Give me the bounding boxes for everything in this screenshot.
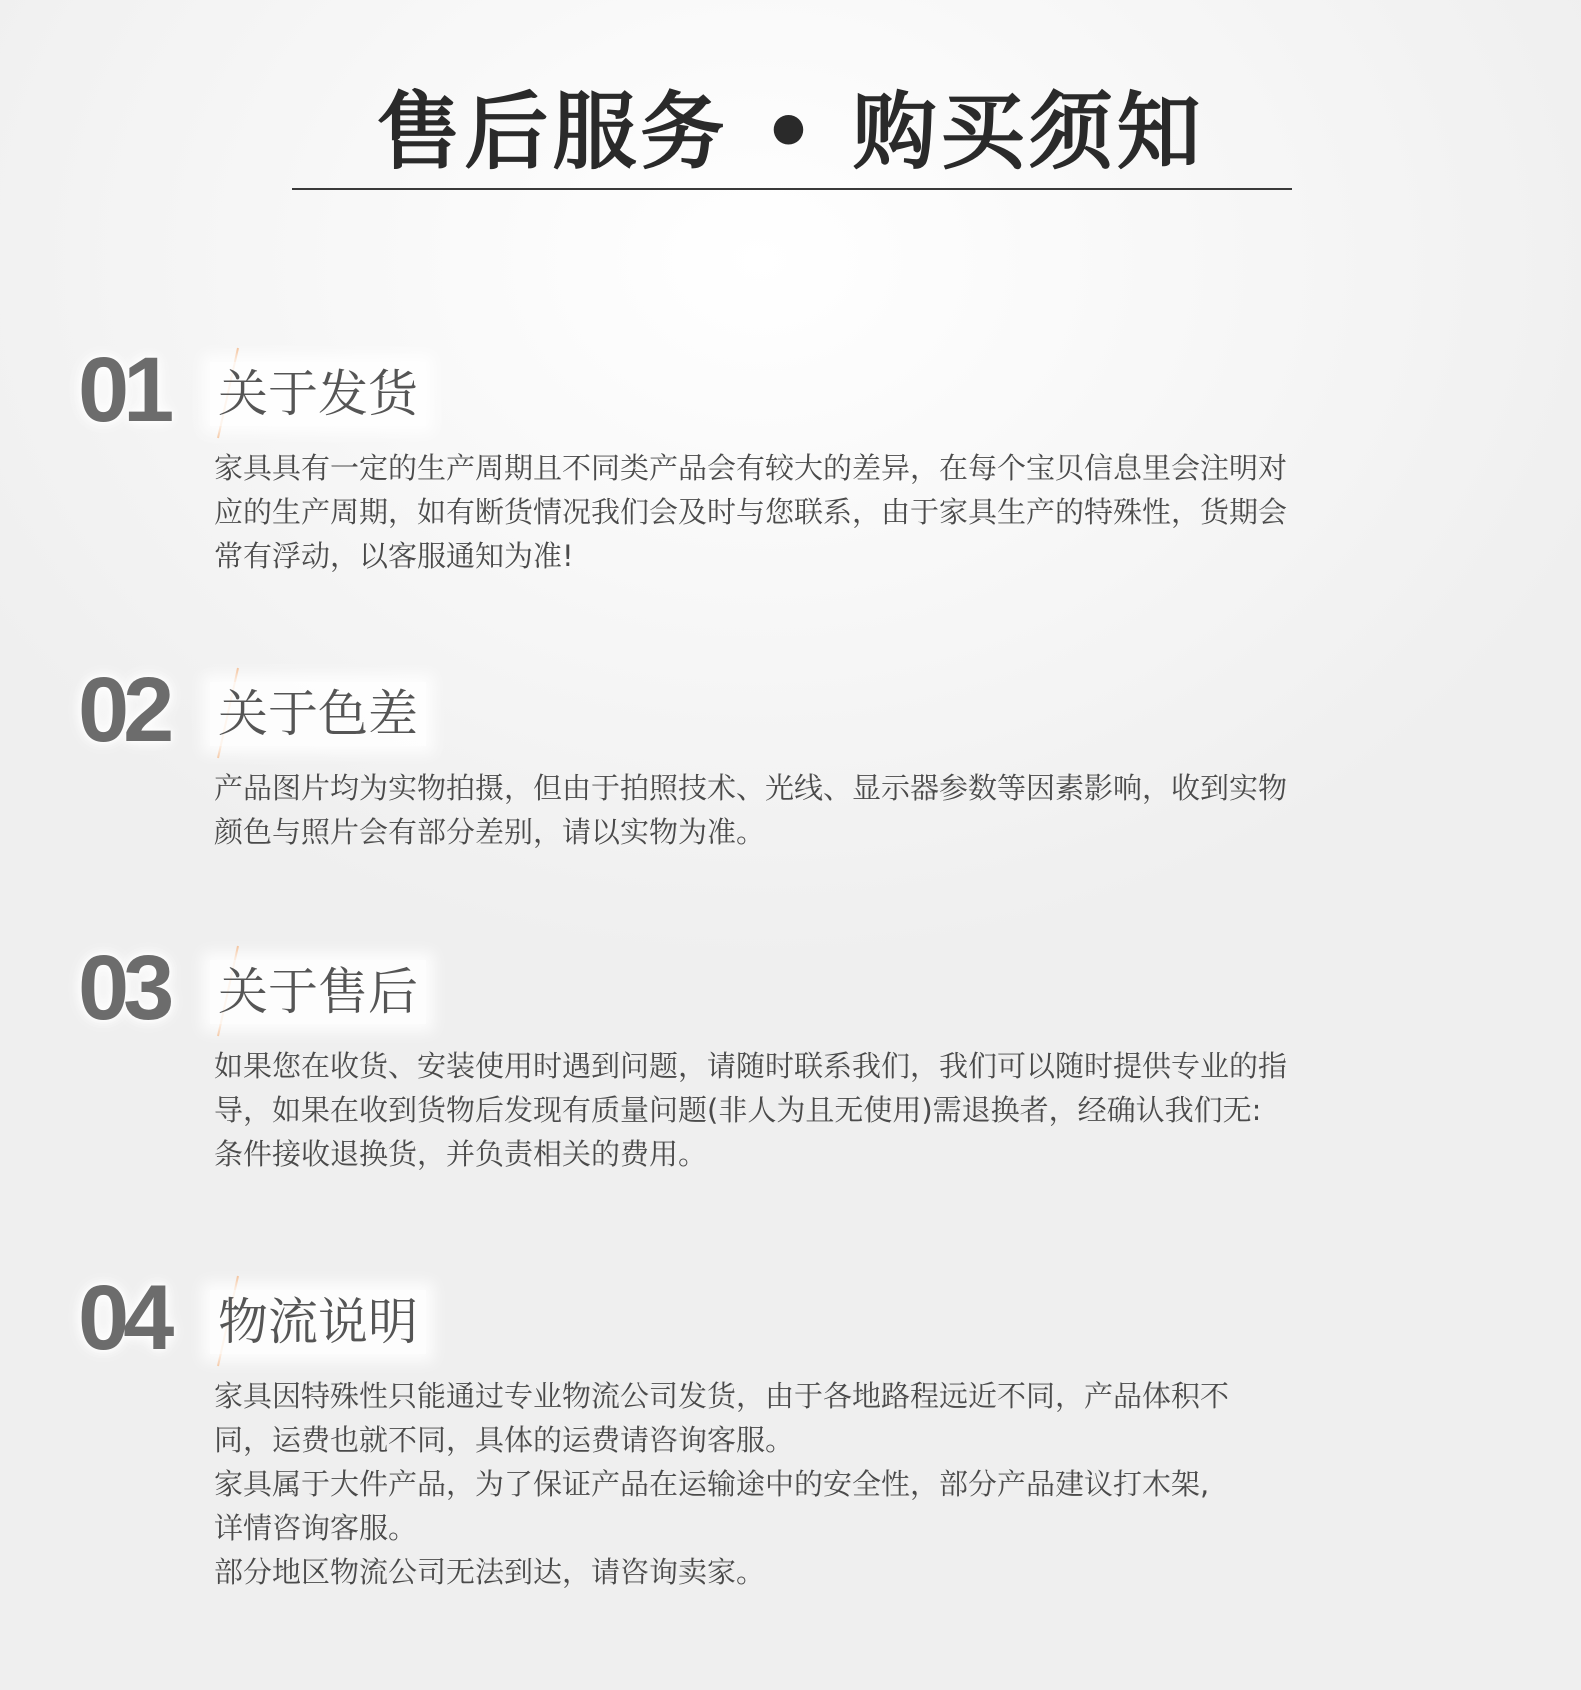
section-color-difference bbox=[78, 660, 1418, 854]
body-line: 家具属于大件产品，为了保证产品在运输途中的安全性，部分产品建议打木架, bbox=[214, 1467, 1210, 1501]
section-number: 01 bbox=[78, 339, 169, 441]
section-heading: 关于发货 bbox=[210, 362, 426, 426]
section-heading: 关于售后 bbox=[210, 960, 426, 1024]
body-line: 常有浮动，以客服通知为准! bbox=[214, 539, 574, 573]
page-title: 售后服务 • 购买须知 bbox=[376, 83, 1205, 181]
body-line: 如果您在收货、安装使用时遇到问题，请随时联系我们，我们可以随时提供专业的指 bbox=[214, 1049, 1288, 1083]
title-divider bbox=[292, 188, 1292, 190]
body-line: 部分地区物流公司无法到达，请咨询卖家。 bbox=[214, 1555, 766, 1589]
body-line: 产品图片均为实物拍摄，但由于拍照技术、光线、显示器参数等因素影响，收到实物 bbox=[214, 771, 1288, 805]
section-header bbox=[78, 938, 1418, 1038]
body-line: 详情咨询客服。 bbox=[214, 1511, 418, 1545]
section-heading: 关于色差 bbox=[210, 682, 426, 746]
section-heading: 物流说明 bbox=[210, 1290, 426, 1354]
section-body bbox=[214, 1044, 1418, 1176]
section-logistics bbox=[78, 1268, 1418, 1594]
section-body bbox=[214, 446, 1418, 578]
section-number: 04 bbox=[78, 1267, 169, 1369]
section-number: 02 bbox=[78, 659, 169, 761]
body-line: 同，运费也就不同，具体的运费请咨询客服。 bbox=[214, 1423, 795, 1457]
body-line: 应的生产周期，如有断货情况我们会及时与您联系，由于家具生产的特殊性，货期会 bbox=[214, 495, 1288, 529]
body-line: 家具具有一定的生产周期且不同类产品会有较大的差异，在每个宝贝信息里会注明对 bbox=[214, 451, 1288, 485]
body-line: 导，如果在收到货物后发现有质量问题(非人为且无使用)需退换者，经确认我们无: bbox=[214, 1093, 1262, 1127]
section-shipping bbox=[78, 340, 1418, 578]
section-body bbox=[214, 1374, 1418, 1594]
section-number: 03 bbox=[78, 937, 169, 1039]
body-line: 条件接收退换货，并负责相关的费用。 bbox=[214, 1137, 708, 1171]
section-after-sales bbox=[78, 938, 1418, 1176]
section-header bbox=[78, 660, 1418, 760]
section-header bbox=[78, 340, 1418, 440]
body-line: 家具因特殊性只能通过专业物流公司发货，由于各地路程远近不同，产品体积不 bbox=[214, 1379, 1230, 1413]
section-body bbox=[214, 766, 1418, 854]
body-line: 颜色与照片会有部分差别，请以实物为准。 bbox=[214, 815, 766, 849]
section-header bbox=[78, 1268, 1418, 1368]
